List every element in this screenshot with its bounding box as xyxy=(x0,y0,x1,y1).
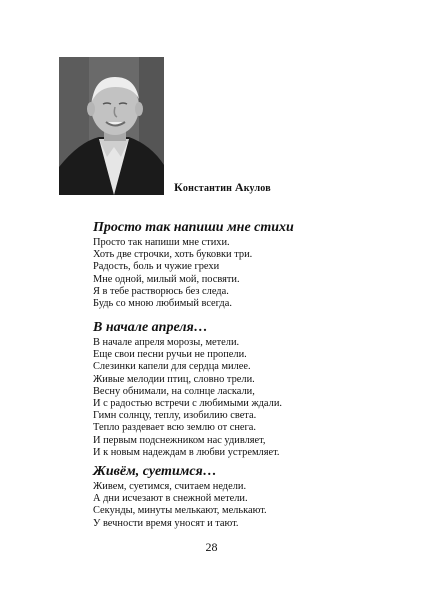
poem-line: Мне одной, милый мой, посвяти. xyxy=(93,273,240,285)
poem-line: И к новым надеждам в любви устремляет. xyxy=(93,446,280,458)
poem-line: И с радостью встречи с любимыми ждали. xyxy=(93,398,282,410)
poem-title: Просто так напиши мне стихи xyxy=(93,220,294,235)
poem-line: Я в тебе растворюсь без следа. xyxy=(93,285,229,297)
poem-line: Живые мелодии птиц, словно трели. xyxy=(93,373,255,385)
poem-line: Весну обнимали, на солнце ласкали, xyxy=(93,385,255,397)
poem-line: Тепло раздевает всю землю от снега. xyxy=(93,422,256,434)
poem-line: В начале апреля морозы, метели. xyxy=(93,337,240,348)
poem-line: Будь со мною любимый всегда. xyxy=(93,298,232,310)
poem-line: Секунды, минуты мелькают, мелькают. xyxy=(93,505,267,517)
author-name: Константин Акулов xyxy=(174,180,271,194)
poem-line: Радость, боль и чужие грехи xyxy=(93,261,220,273)
poem-line: Гимн солнцу, теплу, изобилию света. xyxy=(93,410,257,422)
poem-line: У вечности время уносят и тают. xyxy=(93,517,239,529)
poem-line: Хоть две строчки, хоть буковки три. xyxy=(93,249,253,261)
poem-line: Еще свои песни ручьи не пропели. xyxy=(93,349,247,361)
poem-2 xyxy=(93,320,393,459)
poem-line: Живем, суетимся, считаем недели. xyxy=(93,481,247,492)
poem-3 xyxy=(93,464,393,530)
poem-title: В начале апреля… xyxy=(93,320,208,335)
poem-line: А дни исчезают в снежной метели. xyxy=(93,493,248,505)
poem-title: Живём, суетимся… xyxy=(93,464,217,479)
poem-line: Слезинки капели для сердца милее. xyxy=(93,361,251,373)
page-number: 28 xyxy=(205,540,218,554)
poem-1 xyxy=(93,220,393,310)
author-photo xyxy=(59,57,164,195)
poem-line: Просто так напиши мне стихи. xyxy=(93,237,230,248)
poem-line: И первым подснежником нас удивляет, xyxy=(93,434,266,446)
